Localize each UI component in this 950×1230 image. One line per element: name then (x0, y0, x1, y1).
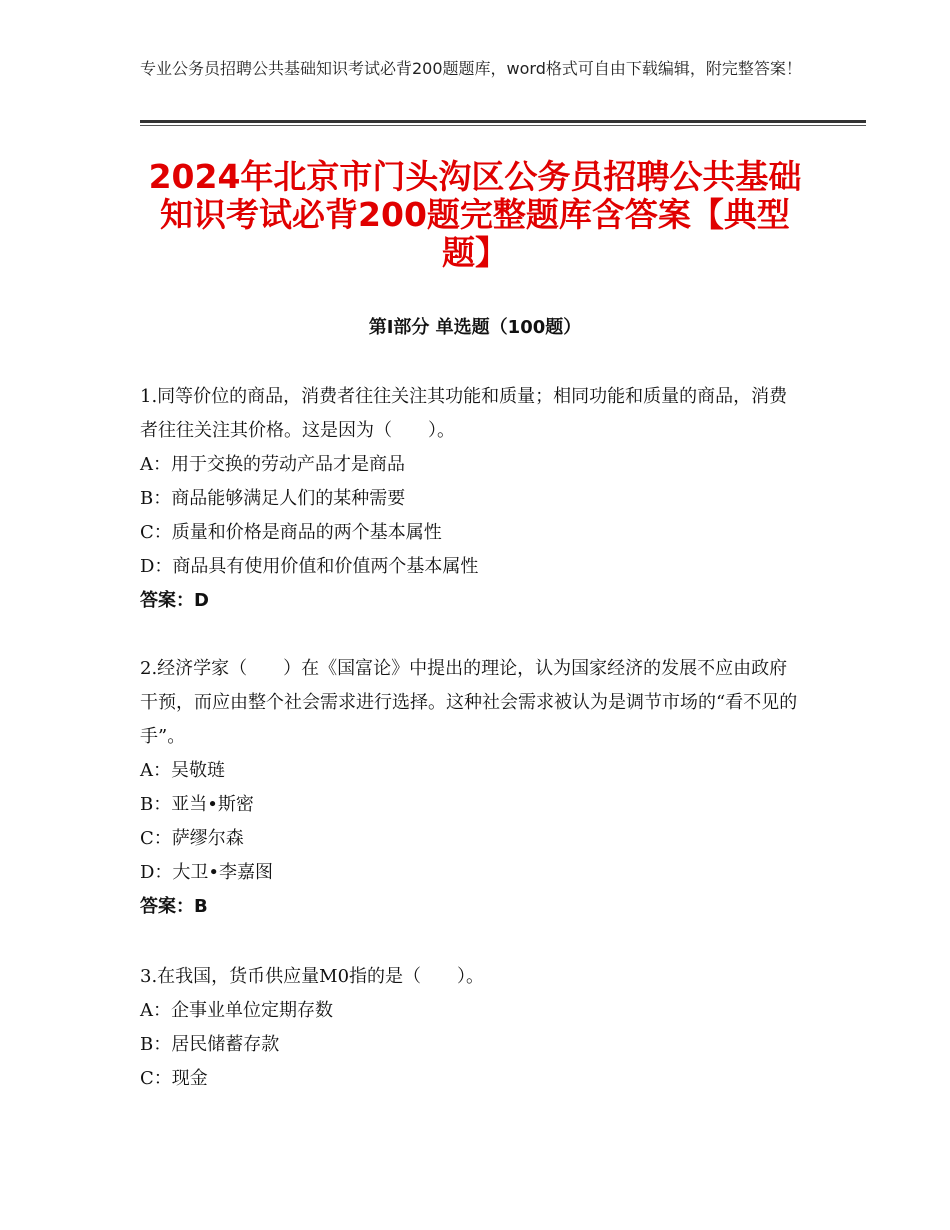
answer-label: 答案：B (140, 896, 208, 917)
question-stem: 3.在我国，货币供应量M0指的是（ ）。 (140, 966, 485, 987)
section-title: 第Ⅰ部分 单选题（100题） (368, 317, 582, 338)
header-divider (140, 120, 866, 126)
question-stem: 1.同等价位的商品，消费者往往关注其功能和质量；相同功能和质量的商品，消费者往往关注其价格。这是因为（ ）。 (140, 386, 788, 441)
question-3 (140, 960, 800, 1096)
option-c: C：现金 (140, 1068, 208, 1089)
option-d: D：大卫•李嘉图 (140, 862, 274, 883)
option-c: C：质量和价格是商品的两个基本属性 (140, 522, 442, 543)
question-2 (140, 652, 800, 924)
document-title: 2024年北京市门头沟区公务员招聘公共基础知识考试必背200题完整题库含答案【典型题】 (148, 157, 802, 272)
option-b: B：商品能够满足人们的某种需要 (140, 488, 406, 509)
option-b: B：亚当•斯密 (140, 794, 254, 815)
header-divider-thick (140, 120, 866, 123)
answer-label: 答案：D (140, 590, 209, 611)
option-d: D：商品具有使用价值和价值两个基本属性 (140, 556, 479, 577)
option-b: B：居民储蓄存款 (140, 1034, 280, 1055)
header-divider-thin (140, 125, 866, 126)
option-a: A：用于交换的劳动产品才是商品 (140, 454, 405, 475)
header-note: 专业公务员招聘公共基础知识考试必背200题题库，word格式可自由下载编辑，附完整答案！ (140, 59, 802, 78)
option-a: A：企事业单位定期存数 (140, 1000, 333, 1021)
question-stem: 2.经济学家（ ）在《国富论》中提出的理论，认为国家经济的发展不应由政府干预，而应由整个社会需求进行选择。这种社会需求被认为是调节市场的“看不见的手”。 (140, 658, 798, 747)
option-c: C：萨缪尔森 (140, 828, 244, 849)
question-1 (140, 380, 800, 618)
option-a: A：吴敬琏 (140, 760, 225, 781)
